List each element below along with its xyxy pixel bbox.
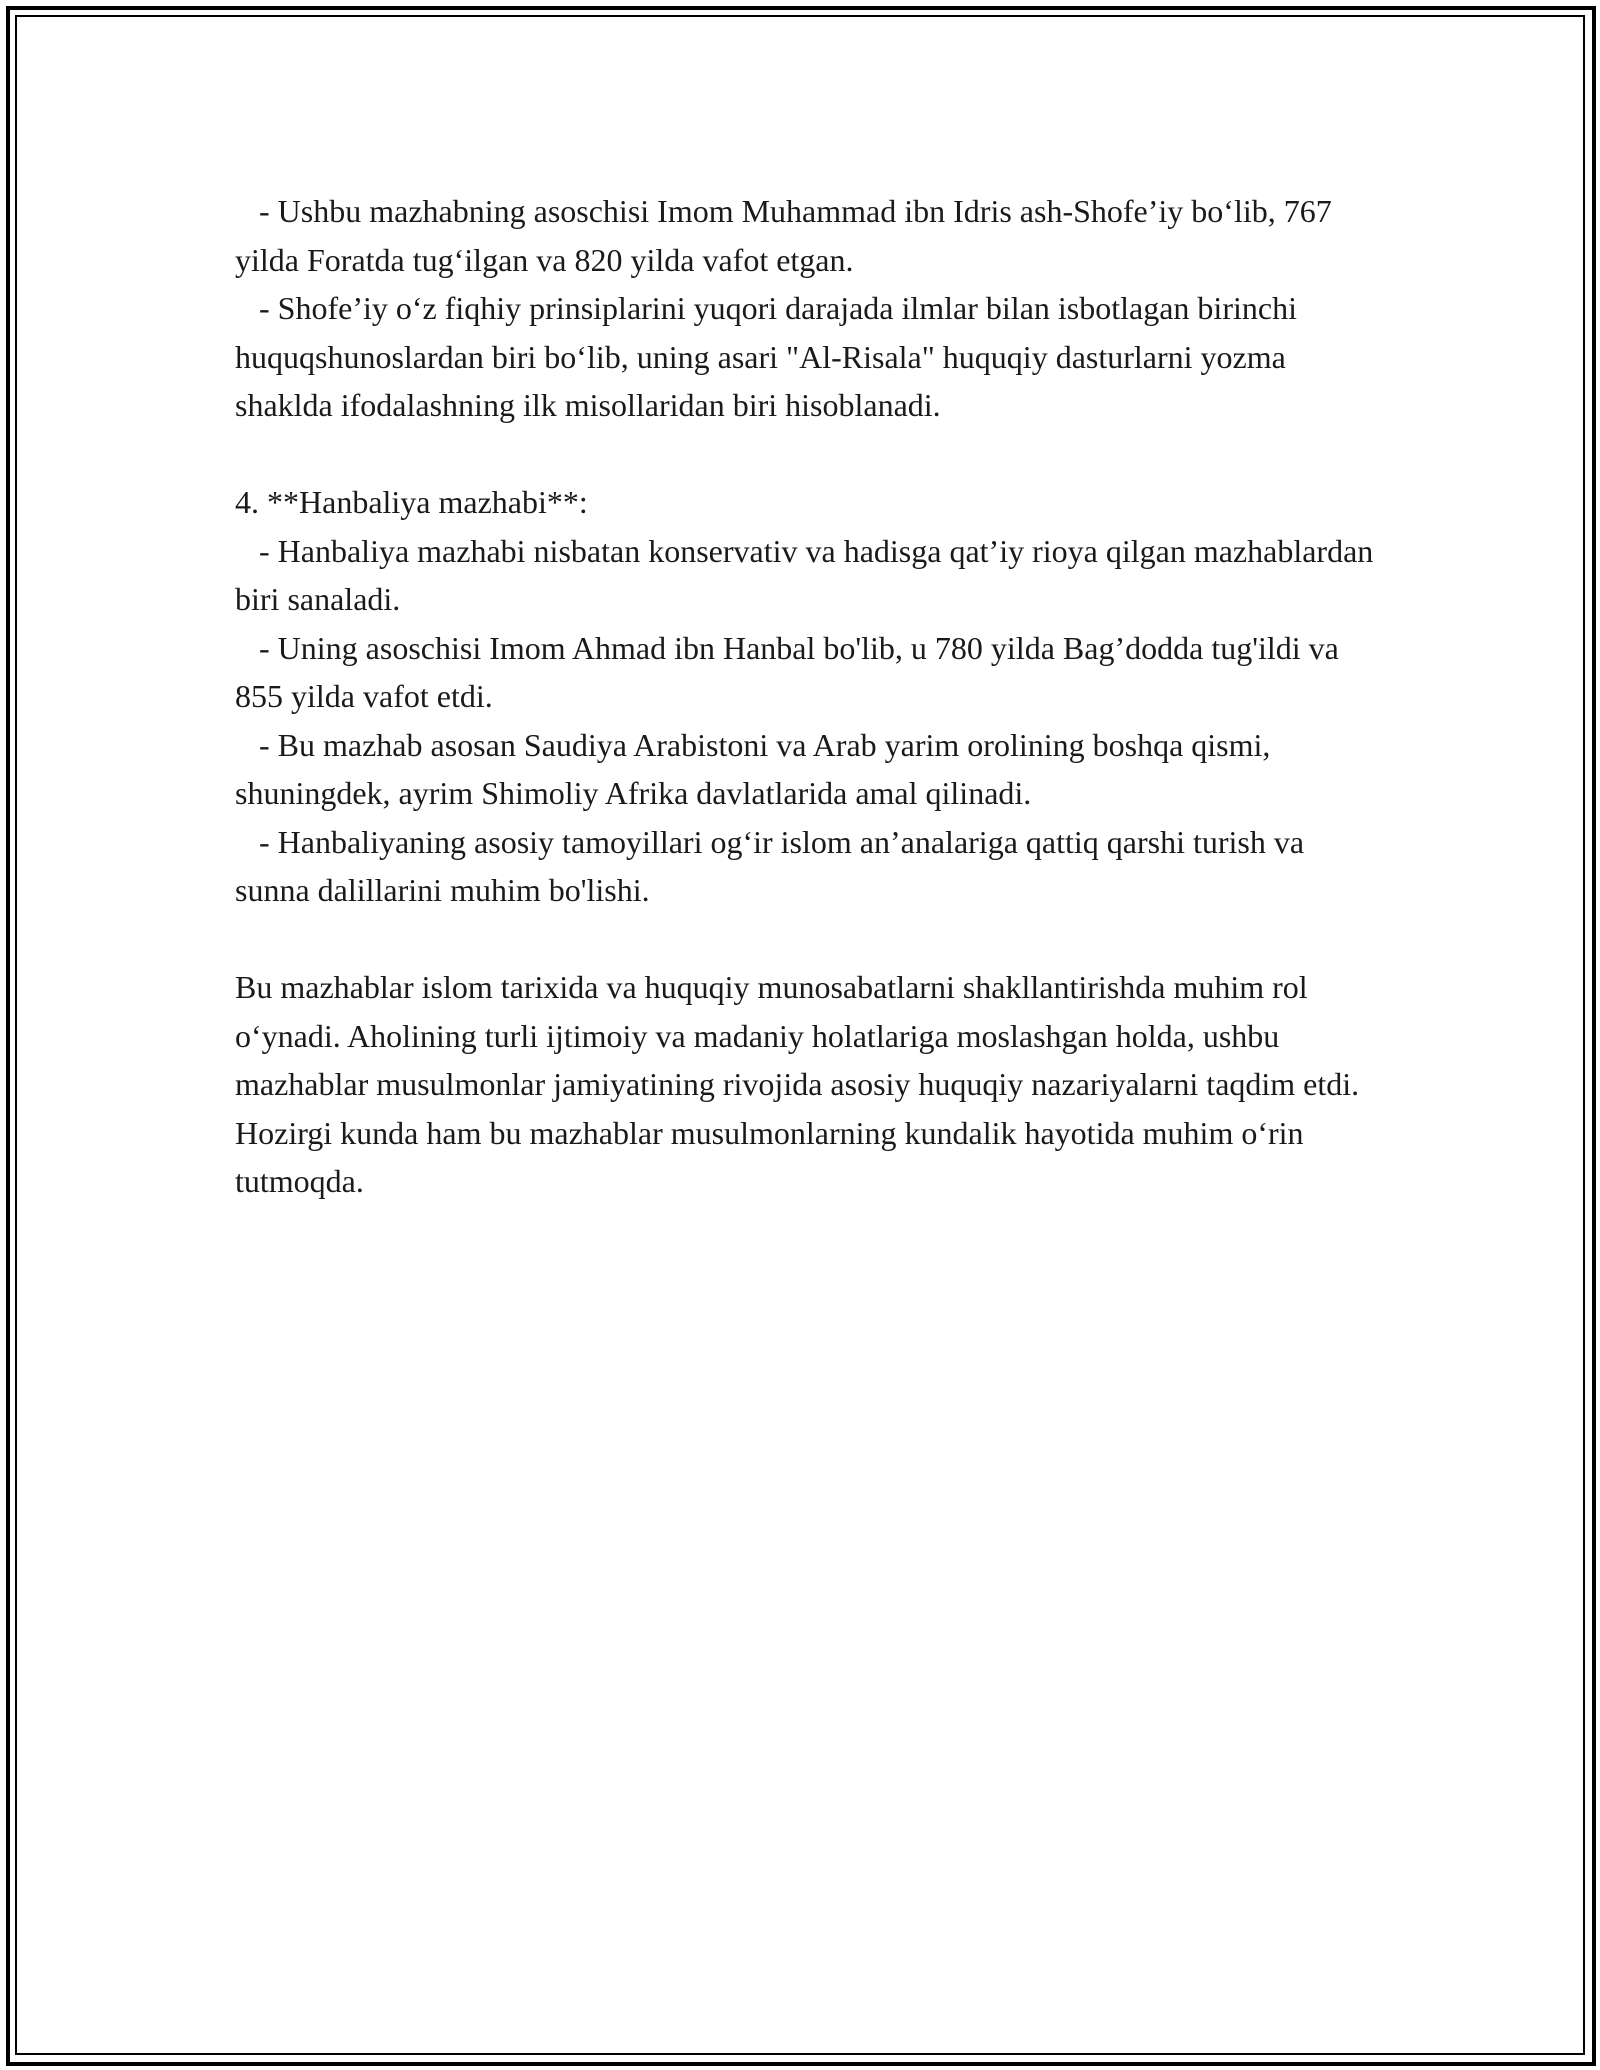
hanbali-regions-item: - Bu mazhab asosan Saudiya Arabistoni va Arab yarim orolining boshqa qismi, shuningdek, ayrim Shimoliy Afrika davlatlarida amal qilinadi. (235, 726, 1279, 811)
hanbali-principles-item: - Hanbaliyaning asosiy tamoyillari og‘ir islom an’analariga qattiq qarshi turish va sunna dalillarini muhim bo'lishi. (235, 823, 1313, 908)
hanbali-conservative-item: - Hanbaliya mazhabi nisbatan konservativ va hadisga qat’iy rioya qilgan mazhablardan biri sanaladi. (235, 532, 1382, 617)
paragraph-spacer (235, 915, 1375, 964)
shafii-principles-item: - Shofe’iy o‘z fiqhiy prinsiplarini yuqori darajada ilmlar bilan isbotlagan birinchi huquqshunoslardan biri bo‘lib, uning asari "Al-Risala" huquqiy dasturlarni yozma shaklda ifodalashning ilk misollaridan biri hisoblanadi. (235, 290, 1305, 423)
conclusion-paragraph: Bu mazhablar islom tarixida va huquqiy munosabatlarni shakllantirishda muhim rol o‘ynadi. Aholining turli ijtimoiy va madaniy holatlariga moslashgan holda, ushbu mazhablar musulmonlar jamiyatining rivojida asosiy huquqiy nazariyalarni taqdim etdi. Hozirgi kunda ham bu mazhablar musulmonlarning kundalik hayotida muhim o‘rin tutmoqda. (235, 969, 1368, 1199)
shafii-founder-item: - Ushbu mazhabning asoschisi Imom Muhammad ibn Idris ash-Shofe’iy bo‘lib, 767 yilda Foratda tug‘ilgan va 820 yilda vafot etgan. (235, 193, 1340, 278)
document-body (235, 187, 1382, 1206)
hanbali-founder-item: - Uning asoschisi Imom Ahmad ibn Hanbal bo'lib, u 780 yilda Bag’dodda tug'ildi va 855 yilda vafot etdi. (235, 629, 1347, 714)
hanbali-heading: 4. **Hanbaliya mazhabi**: (235, 484, 588, 520)
paragraph-spacer (235, 430, 1375, 479)
